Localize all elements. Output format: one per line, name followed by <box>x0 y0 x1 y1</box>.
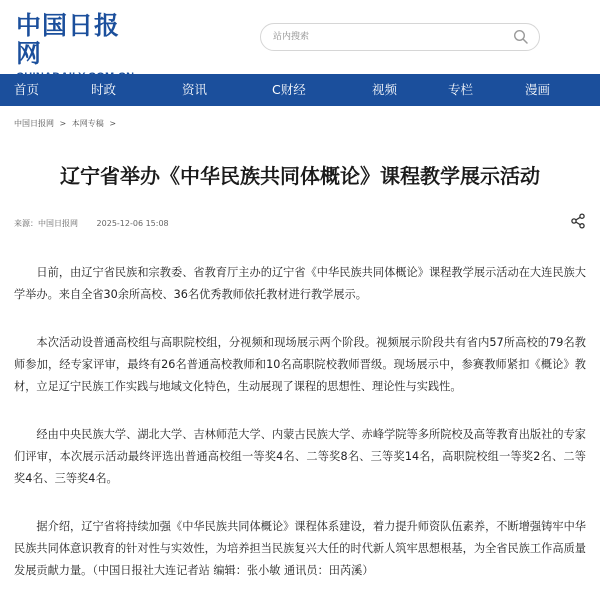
article-paragraph: 日前，由辽宁省民族和宗教委、省教育厅主办的辽宁省《中华民族共同体概论》课程教学展示活动在大连民族大学举办。来自全省30余所高校、36名优秀教师依托教材进行教学展示。 <box>14 266 586 301</box>
breadcrumb-separator: > <box>109 119 117 128</box>
nav-item-home[interactable]: 首页 <box>14 82 40 97</box>
site-logo[interactable] <box>16 11 136 68</box>
search-icon[interactable] <box>513 29 529 45</box>
breadcrumb <box>14 118 119 129</box>
article-paragraph: 经由中央民族大学、湖北大学、吉林师范大学、内蒙古民族大学、赤峰学院等多所院校及高等教育出版社的专家们评审，本次展示活动最终评选出普通高校组一等奖4名、二等奖8名、三等奖14名，高职院校组一等奖2名、二等奖4名、三等奖4名。 <box>14 428 586 485</box>
article-date: 2025-12-06 15:08 <box>96 219 169 228</box>
search-box <box>260 23 540 51</box>
nav-item-politics[interactable]: 时政 <box>91 82 117 97</box>
site-header <box>0 0 600 74</box>
search-input[interactable] <box>273 27 503 47</box>
article-source: 来源：中国日报网 <box>14 219 78 228</box>
logo-chinese: 中国日报网 <box>16 11 121 68</box>
nav-item-columns[interactable]: 专栏 <box>448 82 474 97</box>
breadcrumb-section[interactable]: 本网专稿 <box>71 119 104 128</box>
breadcrumb-separator: > <box>59 119 67 128</box>
nav-item-comics[interactable]: 漫画 <box>525 82 551 97</box>
article-paragraph: 本次活动设普通高校组与高职院校组，分视频和现场展示两个阶段。视频展示阶段共有省内57所高校的79名教师参加，经专家评审，最终有26名普通高校教师和10名高职院校教师晋级。现场展示中，参赛教师紧扣《概论》教材，立足辽宁民族工作实践与地域文化特色，生动展现了课程的思想性、理论性与实践性。 <box>14 336 586 393</box>
article-title: 辽宁省举办《中华民族共同体概论》课程教学展示活动 <box>60 164 540 188</box>
nav-item-news[interactable]: 资讯 <box>182 82 208 97</box>
nav-item-video[interactable]: 视频 <box>372 82 398 97</box>
article-meta <box>14 218 177 229</box>
nav-item-finance[interactable]: C财经 <box>272 82 306 97</box>
article-paragraph: 据介绍，辽宁省将持续加强《中华民族共同体概论》课程体系建设，着力提升师资队伍素养，不断增强铸牢中华民族共同体意识教育的针对性与实效性，为培养担当民族复兴大任的时代新人筑牢思想根基，为全省民族工作高质量发展贡献力量。（中国日报社大连记者站 编辑：张小敏 通讯员：田芮溪） <box>14 520 586 577</box>
share-icon[interactable] <box>570 213 586 229</box>
article-body <box>14 262 586 605</box>
main-nav <box>0 74 600 106</box>
breadcrumb-home[interactable]: 中国日报网 <box>14 119 54 128</box>
